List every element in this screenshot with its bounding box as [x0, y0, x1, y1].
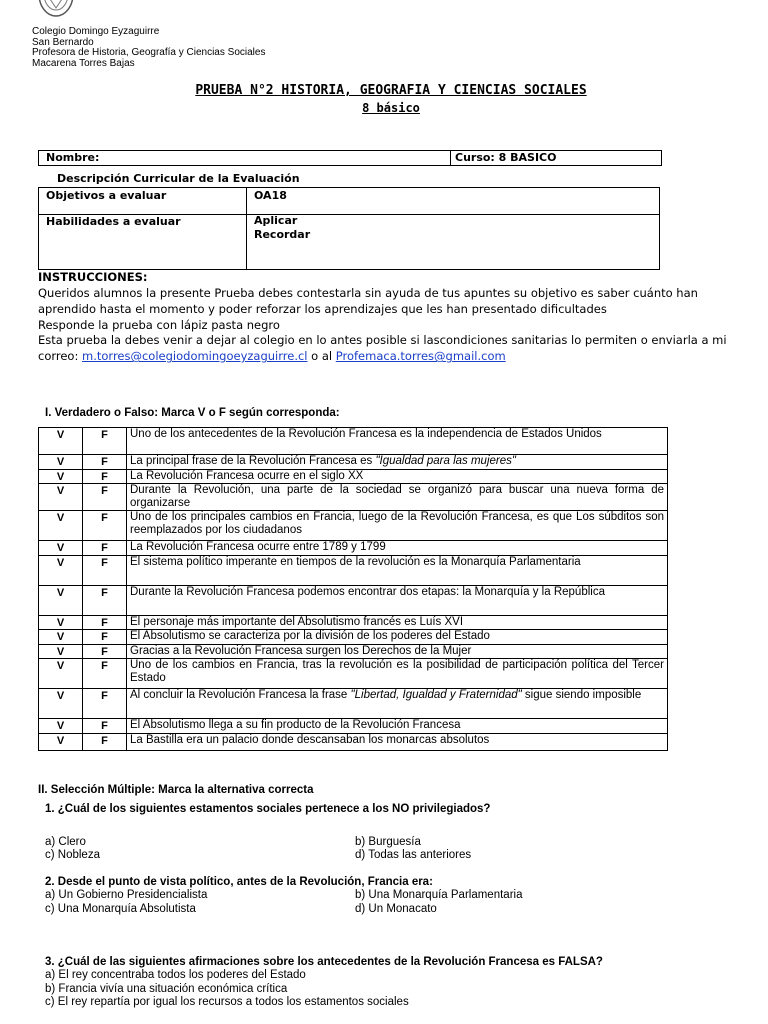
- true-false-table: [38, 427, 668, 751]
- q2-option-d[interactable]: d) Un Monacato: [355, 903, 437, 915]
- statement: [127, 428, 668, 455]
- curriculum-table: [38, 187, 660, 270]
- table-row: [39, 630, 668, 645]
- statement-text: La Revolución Francesa ocurre entre 1789 y 1799: [130, 541, 386, 553]
- table-row: [39, 659, 668, 689]
- question-2: 2. Desde el punto de vista político, antes de la Revolución, Francia era:: [45, 876, 433, 888]
- statement-text: La principal frase de la Revolución Francesa es: [130, 455, 376, 467]
- table-row: [39, 469, 668, 484]
- true-option[interactable]: V: [39, 469, 83, 484]
- true-option[interactable]: V: [39, 541, 83, 556]
- skills-value-1: Aplicar: [254, 214, 298, 227]
- section1-heading: I. Verdadero o Falso: Marca V o F según corresponda:: [45, 407, 340, 419]
- table-row: [39, 511, 668, 541]
- curriculum-heading: Descripción Curricular de la Evaluación: [57, 172, 300, 185]
- true-option[interactable]: V: [39, 719, 83, 734]
- q1-option-c[interactable]: c) Nobleza: [45, 849, 100, 861]
- table-row: [39, 689, 668, 719]
- objectives-value: OA18: [254, 189, 287, 202]
- table-row: [39, 719, 668, 734]
- school-city: San Bernardo: [32, 36, 94, 48]
- statement-quote: "Libertad, Igualdad y Fraternidad": [350, 689, 522, 701]
- true-option[interactable]: V: [39, 644, 83, 659]
- true-option[interactable]: V: [39, 615, 83, 630]
- instructions-line: Responde la prueba con lápiz pasta negro: [38, 317, 280, 332]
- name-course-box: [38, 150, 662, 166]
- false-option[interactable]: F: [83, 689, 127, 719]
- section2-heading: II. Selección Múltiple: Marca la alternativa correcta: [38, 784, 314, 796]
- true-option[interactable]: V: [39, 555, 83, 585]
- false-option[interactable]: F: [83, 428, 127, 455]
- table-row: [39, 541, 668, 556]
- statement-text: Al concluir la Revolución Francesa la frase: [130, 689, 351, 701]
- q1-option-b[interactable]: b) Burguesía: [355, 836, 421, 848]
- statement: [127, 630, 668, 645]
- false-option[interactable]: F: [83, 615, 127, 630]
- false-option[interactable]: F: [83, 630, 127, 645]
- statement: [127, 484, 668, 511]
- q2-option-c[interactable]: c) Una Monarquía Absolutista: [45, 903, 196, 915]
- skills-label: Habilidades a evaluar: [46, 215, 181, 228]
- statement: [127, 689, 668, 719]
- true-option[interactable]: V: [39, 484, 83, 511]
- statement-text: Uno de los cambios en Francia, tras la revolución es la posibilidad de participación política del Tercer Estado: [130, 659, 664, 684]
- statement: [127, 719, 668, 734]
- statement: [127, 511, 668, 541]
- instructions-body: [38, 286, 748, 365]
- table-row: [39, 484, 668, 511]
- question-3: 3. ¿Cuál de las siguientes afirmaciones sobre los antecedentes de la Revolución Francesa es FALSA?: [45, 956, 603, 968]
- or-text: o al: [311, 349, 333, 364]
- email-link-personal[interactable]: Profemaca.torres@gmail.com: [335, 349, 506, 364]
- statement-text: Uno de los antecedentes de la Revolución Francesa es la independencia de Estados Unidos: [130, 428, 602, 440]
- false-option[interactable]: F: [83, 719, 127, 734]
- q3-option-a[interactable]: a) El rey concentraba todos los poderes del Estado: [45, 969, 306, 981]
- name-course-divider: [450, 151, 451, 165]
- statement: [127, 585, 668, 615]
- table-row: [39, 733, 668, 750]
- school-logo: [36, 0, 76, 18]
- true-option[interactable]: V: [39, 455, 83, 470]
- false-option[interactable]: F: [83, 541, 127, 556]
- q2-option-b[interactable]: b) Una Monarquía Parlamentaria: [355, 889, 523, 901]
- statement-text: El Absolutismo se caracteriza por la división de los poderes del Estado: [130, 630, 490, 642]
- name-field-label[interactable]: Nombre:: [46, 151, 100, 164]
- statement-text: El Absolutismo llega a su fin producto de la Revolución Francesa: [130, 719, 461, 731]
- statement: [127, 469, 668, 484]
- false-option[interactable]: F: [83, 555, 127, 585]
- true-option[interactable]: V: [39, 511, 83, 541]
- table-row: [39, 428, 668, 455]
- table-row: [39, 455, 668, 470]
- statement: [127, 541, 668, 556]
- statement-text: Gracias a la Revolución Francesa surgen los Derechos de la Mujer: [130, 644, 472, 657]
- statement-text: Durante la Revolución Francesa podemos encontrar dos etapas: la Monarquía y la República: [130, 585, 605, 598]
- instructions-line: Queridos alumnos la presente Prueba debes contestarla sin ayuda de tus apuntes su objetivo es saber cuánto han aprendido hasta el momento y poder reforzar los aprendizajes que les han presentado dificultades: [38, 286, 698, 316]
- false-option[interactable]: F: [83, 659, 127, 689]
- instructions-heading: INSTRUCCIONES:: [38, 270, 148, 284]
- course-field-label: Curso: 8 BASICO: [455, 151, 557, 164]
- q1-option-d[interactable]: d) Todas las anteriores: [355, 849, 472, 861]
- table-row: [39, 615, 668, 630]
- false-option[interactable]: F: [83, 469, 127, 484]
- q2-option-a[interactable]: a) Un Gobierno Presidencialista: [45, 889, 208, 901]
- statement-quote: "Igualdad para las mujeres": [375, 455, 516, 467]
- statement: [127, 733, 668, 750]
- statement-text: El sistema político imperante en tiempos de la revolución es la Monarquía Parlamentaria: [130, 555, 581, 568]
- false-option[interactable]: F: [83, 484, 127, 511]
- true-option[interactable]: V: [39, 689, 83, 719]
- q3-option-c[interactable]: c) El rey repartía por igual los recursos a todos los estamentos sociales: [45, 996, 409, 1008]
- email-link-school[interactable]: m.torres@colegiodomingoeyzaguirre.cl: [82, 349, 308, 364]
- false-option[interactable]: F: [83, 644, 127, 659]
- table-row: [39, 555, 668, 585]
- statement-text: Uno de los principales cambios en Francia, luego de la Revolución Francesa, es que Los súbditos son reemplazados por los ciudadanos: [130, 511, 664, 536]
- statement-text: Durante la Revolución, una parte de la sociedad se organizó para buscar una nueva forma de organizarse: [130, 484, 664, 509]
- statement: [127, 555, 668, 585]
- question-1: 1. ¿Cuál de los siguientes estamentos sociales pertenece a los NO privilegiados?: [45, 803, 491, 815]
- q1-option-a[interactable]: a) Clero: [45, 836, 86, 848]
- table-row: [39, 585, 668, 615]
- statement-text: sigue siendo imposible: [521, 689, 642, 701]
- table-divider: [246, 188, 247, 269]
- instructions-line: [38, 333, 748, 365]
- false-option[interactable]: F: [83, 585, 127, 615]
- teacher-name: Macarena Torres Bajas: [32, 57, 135, 69]
- teacher-role: Profesora de Historia, Geografía y Ciencias Sociales: [32, 47, 266, 58]
- false-option[interactable]: F: [83, 511, 127, 541]
- statement: [127, 659, 668, 689]
- true-option[interactable]: V: [39, 630, 83, 645]
- instructions-text: Esta prueba la debes venir a dejar al colegio en lo antes posible si lascondiciones sanitarias lo permiten o enviarla a mi correo:: [38, 333, 727, 364]
- true-option[interactable]: V: [39, 428, 83, 455]
- table-row: [39, 644, 668, 659]
- school-name: Colegio Domingo Eyzaguirre: [32, 26, 160, 37]
- statement-text: La Bastilla era un palacio donde descansaban los monarcas absolutos: [130, 733, 490, 746]
- test-subtitle: 8 básico: [362, 101, 420, 115]
- true-option[interactable]: V: [39, 733, 83, 750]
- test-title: PRUEBA N°2 HISTORIA, GEOGRAFIA Y CIENCIAS SOCIALES: [195, 83, 587, 98]
- false-option[interactable]: F: [83, 733, 127, 750]
- true-option[interactable]: V: [39, 585, 83, 615]
- statement-text: La Revolución Francesa ocurre en el siglo XX: [130, 469, 364, 482]
- statement: [127, 455, 668, 470]
- statement: [127, 644, 668, 659]
- false-option[interactable]: F: [83, 455, 127, 470]
- school-header: [32, 27, 265, 69]
- statement: [127, 615, 668, 630]
- skills-value-2: Recordar: [254, 228, 311, 241]
- q3-option-b[interactable]: b) Francia vivía una situación económica crítica: [45, 983, 288, 995]
- true-option[interactable]: V: [39, 659, 83, 689]
- statement-text: El personaje más importante del Absolutismo francés es Luís XVI: [130, 615, 464, 628]
- objectives-label: Objetivos a evaluar: [46, 189, 167, 202]
